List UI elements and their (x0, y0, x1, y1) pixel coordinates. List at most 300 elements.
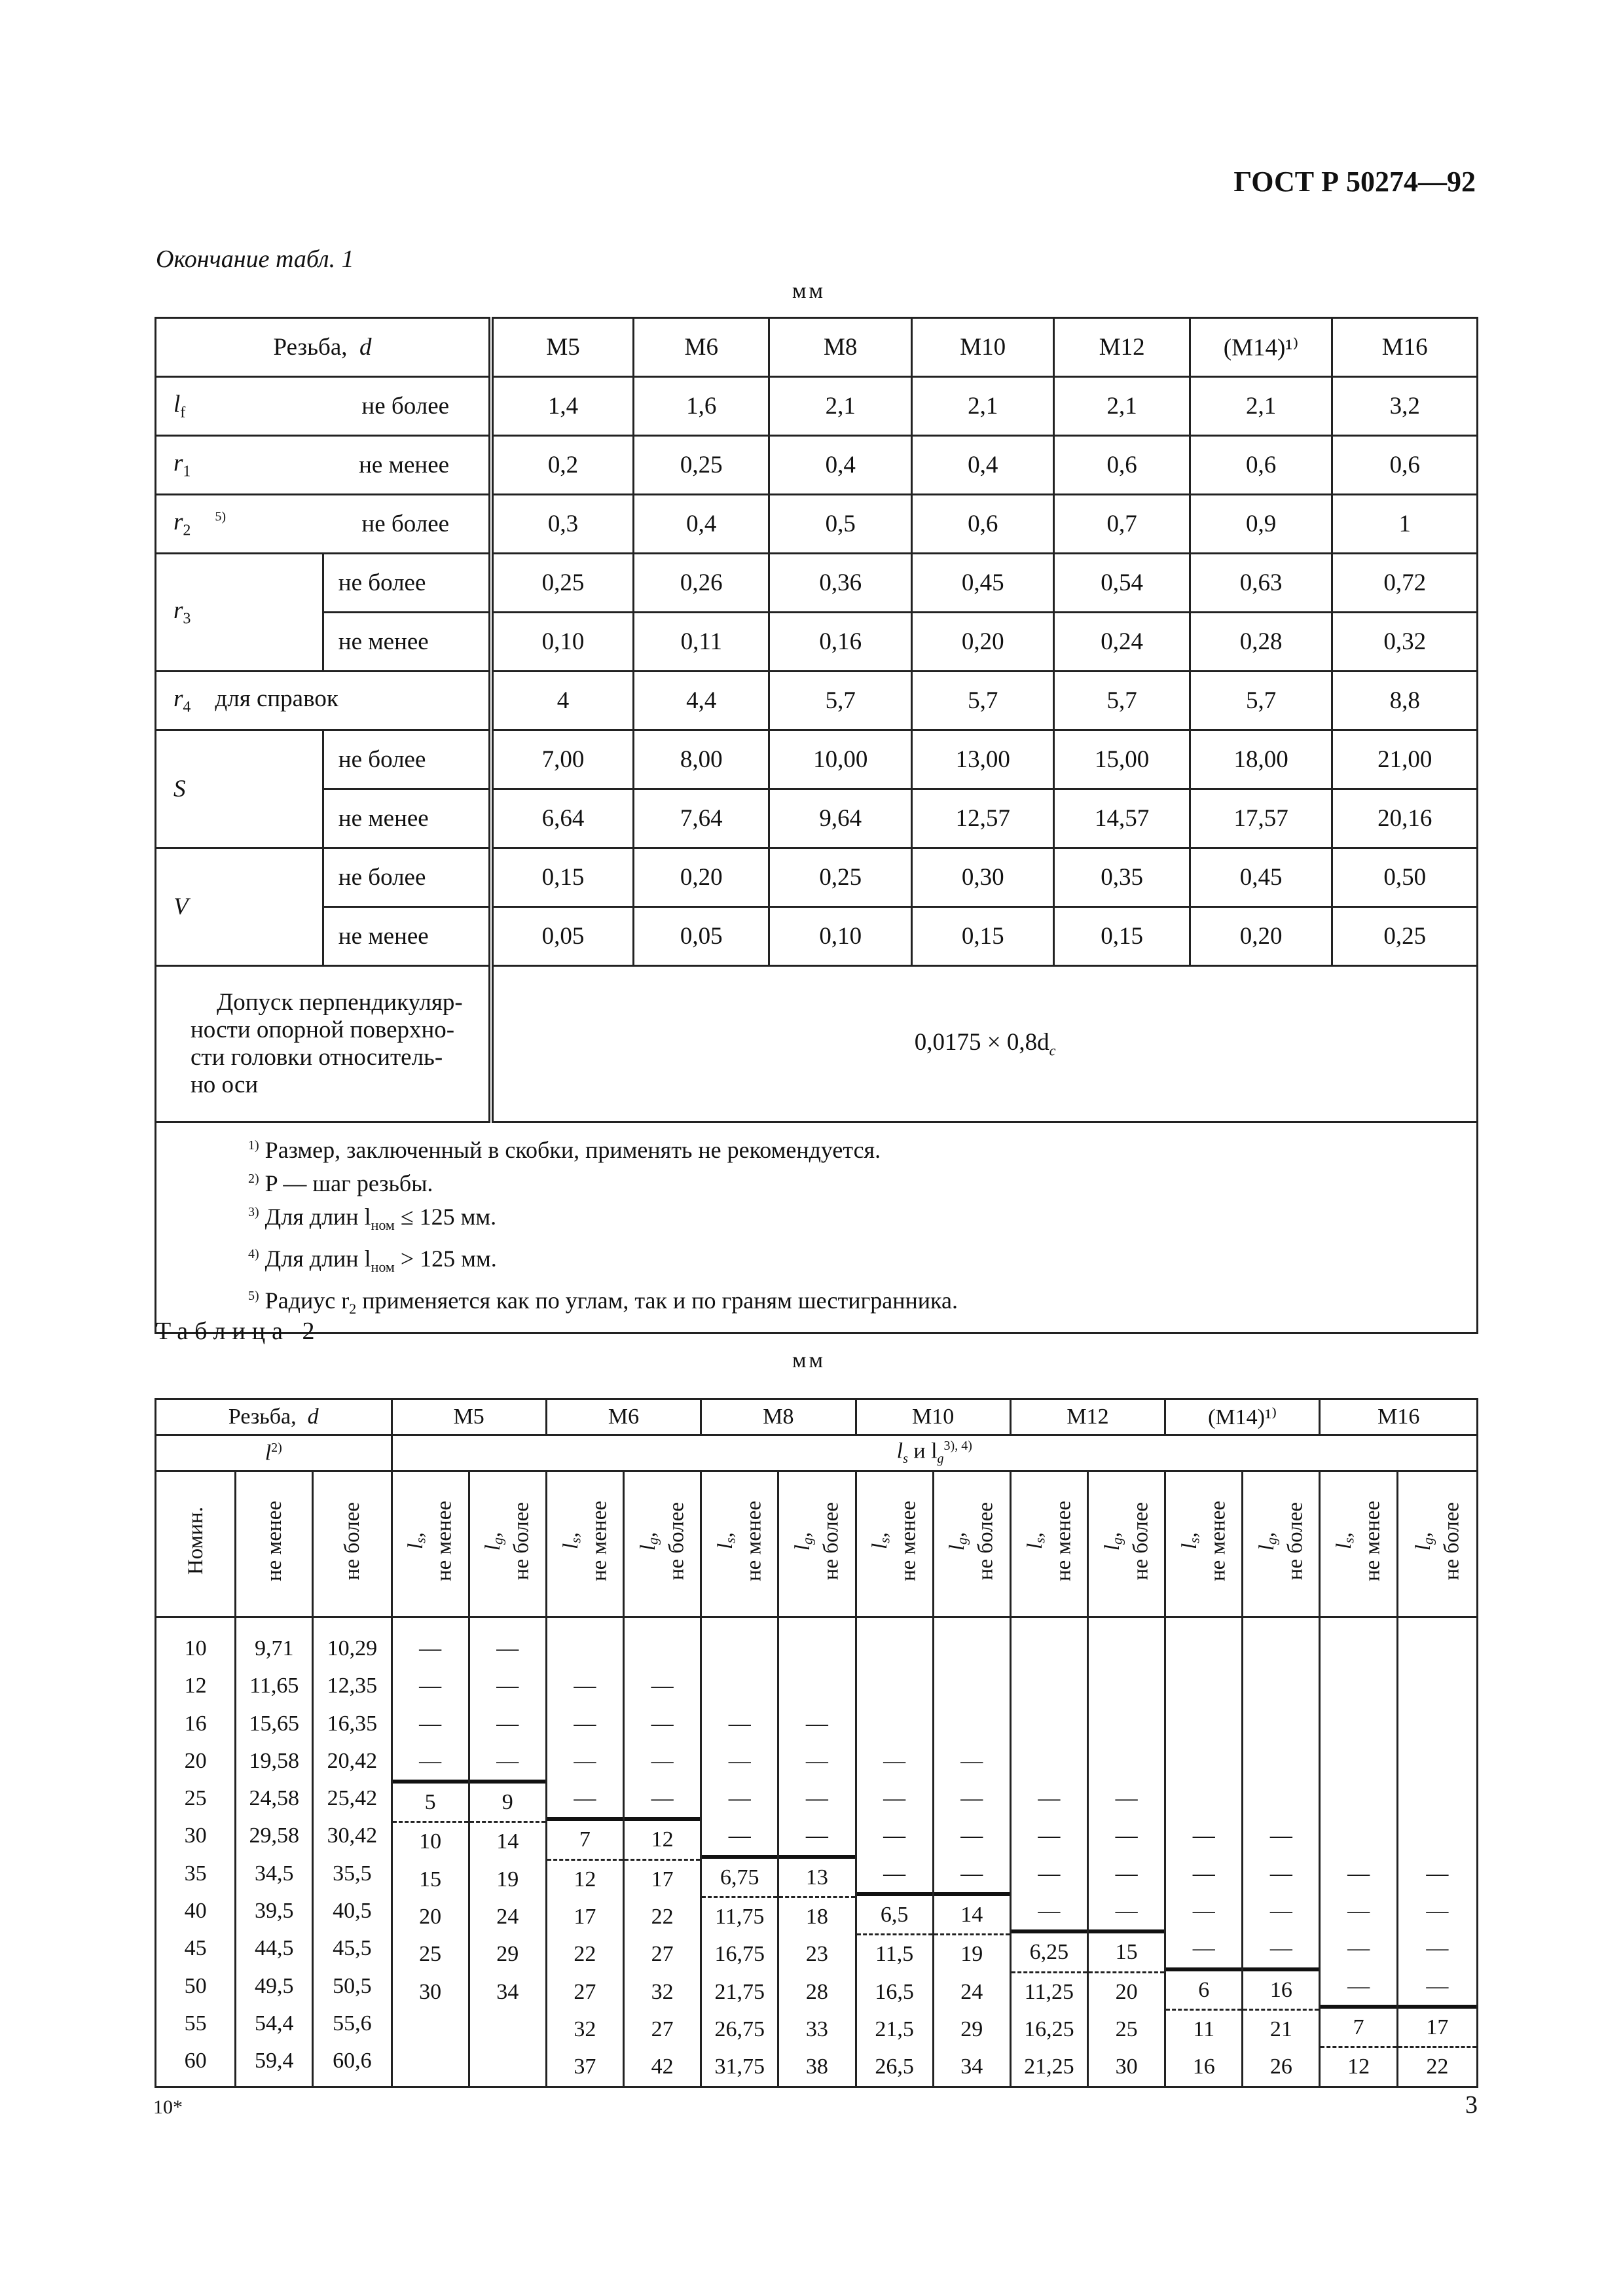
table1 (155, 317, 1478, 1334)
table2-cell (934, 1630, 1010, 1667)
ls-head: $l_s$, не менее (701, 1471, 778, 1617)
table1-value: 0,6 (1054, 436, 1190, 495)
table2-cell (1398, 1742, 1476, 1780)
table2-thread: M5 (392, 1399, 546, 1435)
table2-cell: 22 (574, 1942, 596, 1967)
table2-cell: — (883, 1748, 906, 1773)
table2-cell: — (728, 1823, 751, 1848)
table2-cell (1321, 1705, 1396, 1742)
S-min-value: 9,64 (769, 789, 912, 848)
table2-cell: 50 (184, 1973, 207, 1998)
table2-cell: 7 (547, 1817, 623, 1858)
table2-cell: — (960, 1823, 983, 1848)
page-footer-mark: 10* (153, 2096, 183, 2118)
table2-cell: 11 (1166, 2009, 1241, 2048)
table2-cell: 12 (1321, 2046, 1396, 2085)
V-max-value: 0,30 (911, 848, 1054, 907)
S-min-value: 6,64 (491, 789, 634, 848)
table2-cell: 16 (184, 1711, 207, 1736)
table2-cell (1166, 1667, 1241, 1704)
table2-unit: мм (792, 1348, 826, 1372)
document-number: ГОСТ Р 50274—92 (1233, 166, 1476, 198)
table2-cell: 26,5 (875, 2054, 914, 2079)
r4-value: 5,7 (1054, 672, 1190, 730)
table2-cell: 10 (393, 1821, 468, 1860)
table2-cell (857, 1705, 932, 1742)
table2-cell (1398, 1630, 1476, 1667)
table2-cell: 24 (960, 1979, 983, 2004)
footnote: $^{5)}$ Радиус $r_2$ применяется как по углам, так и по граням шестигранника. (248, 1287, 958, 1318)
table1-value: 0,6 (1332, 436, 1478, 495)
r3-min-value: 0,32 (1332, 613, 1478, 672)
table2-cell (1398, 1817, 1476, 1854)
table2-cell: 22 (651, 1905, 674, 1929)
V-min-value: 0,15 (911, 907, 1054, 966)
table1-caption: Окончание табл. 1 (156, 245, 354, 273)
table2-cell: 30,42 (327, 1823, 378, 1848)
table2-cell: 38 (805, 2054, 828, 2079)
table2-cell: 15 (419, 1867, 442, 1892)
table2-cell: — (960, 1861, 983, 1886)
S-min-value: 20,16 (1332, 789, 1478, 848)
r3-min-value: 0,28 (1190, 613, 1332, 672)
table1-value: 2,1 (1190, 377, 1332, 436)
table2-cell: 12,35 (327, 1674, 378, 1698)
table2-cell: 21,75 (714, 1979, 765, 2004)
table1-value: 0,4 (911, 436, 1054, 495)
table2-cell: — (574, 1711, 596, 1736)
table2-cell (1243, 1742, 1319, 1780)
S-min-value: 12,57 (911, 789, 1054, 848)
table2-thread: M6 (546, 1399, 701, 1435)
table2-cell: — (419, 1711, 442, 1736)
table2-cell: — (960, 1748, 983, 1773)
table2-cell: 39,5 (255, 1899, 294, 1924)
table2-cell: 55 (184, 2011, 207, 2036)
V-min-value: 0,15 (1054, 907, 1190, 966)
table2-cell (1166, 1742, 1241, 1780)
r3-max-value: 0,26 (634, 554, 769, 613)
V-min-value: 0,10 (769, 907, 912, 966)
table2-cell: 6,5 (857, 1892, 932, 1933)
lg-head: $l_g$, не более (624, 1471, 701, 1617)
table1-thread: M12 (1054, 318, 1190, 377)
table2-cell (1398, 1667, 1476, 1704)
table2-cell (1321, 1667, 1396, 1704)
table1-thread: M5 (491, 318, 634, 377)
table2-cell (1321, 1780, 1396, 1817)
table2-cell: — (1115, 1823, 1138, 1848)
table2-cell: 33 (805, 2017, 828, 2041)
r3-max-label: не более (323, 554, 491, 613)
table2-cell (1398, 1780, 1476, 1817)
lg-head: $l_g$, не более (1243, 1471, 1320, 1617)
table2-cell (934, 1705, 1010, 1742)
table2-cell: 11,25 (1012, 1971, 1087, 2011)
r3-min-value: 0,16 (769, 613, 912, 672)
table2-cell: — (1115, 1786, 1138, 1811)
table1-value: 1,4 (491, 377, 634, 436)
S-min-value: 7,64 (634, 789, 769, 848)
table2-cell: 21 (1243, 2009, 1319, 2048)
V-max-value: 0,50 (1332, 848, 1478, 907)
table2-cell: — (496, 1674, 519, 1698)
table2-cell (393, 2048, 468, 2085)
r3-max-value: 0,36 (769, 554, 912, 613)
table2-cell (1398, 1705, 1476, 1742)
table2-cell: 31,75 (714, 2054, 765, 2079)
table2-cell: — (1347, 1936, 1370, 1961)
table2-cell: 16,25 (1024, 2017, 1074, 2041)
table2-cell (1166, 1630, 1241, 1667)
table2-cell (1089, 1705, 1164, 1742)
r3-max-value: 0,72 (1332, 554, 1478, 613)
table2-cell (547, 1630, 623, 1667)
table2-cell: — (1426, 1899, 1449, 1924)
table1-thread: M6 (634, 318, 769, 377)
table2-cell: 32 (574, 2017, 596, 2041)
table2-cell (1012, 1742, 1087, 1780)
table2-cell: 16,75 (714, 1942, 765, 1967)
V-min-label: не менее (323, 907, 491, 966)
table2-cell (1089, 1742, 1164, 1780)
table2-thread: M12 (1010, 1399, 1165, 1435)
table2-cell (1166, 1780, 1241, 1817)
table1-unit: мм (792, 279, 826, 303)
table2-cell: — (1269, 1899, 1292, 1924)
table2-cell: 13 (779, 1855, 854, 1896)
table2-cell (1012, 1630, 1087, 1667)
footnote: $^{1)}$ Размер, заключенный в скобки, применять не рекомендуется. (248, 1137, 881, 1163)
table2-cell (1012, 1705, 1087, 1742)
table2-cell (779, 1630, 854, 1667)
r3-symbol: $r_3$ (156, 554, 323, 672)
table2-cell (1243, 1780, 1319, 1817)
S-max-value: 10,00 (769, 730, 912, 789)
table2-cell: 26,75 (714, 2017, 765, 2041)
ls-column (701, 1617, 778, 2087)
table2-cell: 6,25 (1012, 1929, 1087, 1971)
lg-column (1243, 1617, 1320, 2087)
r3-max-value: 0,45 (911, 554, 1054, 613)
table2-cell: 30 (1115, 2054, 1138, 2079)
table2-cell: 20,42 (327, 1748, 378, 1773)
r3-max-value: 0,25 (491, 554, 634, 613)
table1-value: 0,9 (1190, 495, 1332, 554)
table2-cell: 19 (496, 1867, 519, 1892)
tolerance-value: $0,0175 \times 0,8d_c$ (491, 966, 1477, 1122)
table1-thread: M10 (911, 318, 1054, 377)
table2-cell: — (651, 1748, 674, 1773)
table2-cell: — (728, 1786, 751, 1811)
table2-cell (1089, 1667, 1164, 1704)
max-length-head: не более (313, 1471, 392, 1617)
table2-cell: — (1269, 1936, 1292, 1961)
S-max-value: 8,00 (634, 730, 769, 789)
table2-cell: 29 (960, 2017, 983, 2041)
table1-value: 0,6 (911, 495, 1054, 554)
r4-value: 5,7 (1190, 672, 1332, 730)
table1-value: 0,25 (634, 436, 769, 495)
table2-cell: 12 (625, 1817, 700, 1858)
S-max-value: 13,00 (911, 730, 1054, 789)
tolerance-label: Допуск перпендикуляр- ности опорной поверхно- сти головки относитель- но оси (156, 966, 492, 1122)
table2-cell: — (805, 1748, 828, 1773)
V-max-value: 0,25 (769, 848, 912, 907)
table2-cell: 60,6 (333, 2049, 372, 2073)
V-max-label: не более (323, 848, 491, 907)
table2-cell: 15 (1089, 1929, 1164, 1971)
r4-value: 5,7 (769, 672, 912, 730)
ls-head: $l_s$, не менее (546, 1471, 623, 1617)
table2-cell: 50,5 (333, 1973, 372, 1998)
table2-thread: M10 (856, 1399, 1010, 1435)
table2-cell: 42 (651, 2054, 674, 2079)
V-min-value: 0,20 (1190, 907, 1332, 966)
table2-cell: — (1192, 1899, 1215, 1924)
V-max-value: 0,15 (491, 848, 634, 907)
table2-cell (702, 1630, 777, 1667)
table2-cell: — (1115, 1899, 1138, 1924)
S-min-value: 17,57 (1190, 789, 1332, 848)
table2-cell: — (805, 1786, 828, 1811)
table2-cell: 49,5 (255, 1973, 294, 1998)
table2-cell: 14 (934, 1892, 1010, 1933)
table2-cell: — (574, 1786, 596, 1811)
table2-cell: — (1426, 1973, 1449, 1998)
table2-cell: 40,5 (333, 1899, 372, 1924)
table2-cell: — (960, 1786, 983, 1811)
table2-cell (857, 1630, 932, 1667)
S-min-value: 14,57 (1054, 789, 1190, 848)
ls-column (546, 1617, 623, 2087)
table2-cell: 28 (805, 1979, 828, 2004)
table2-cell: 45,5 (333, 1936, 372, 1961)
S-max-value: 15,00 (1054, 730, 1190, 789)
lg-column (624, 1617, 701, 2087)
table2-cell: 59,4 (255, 2049, 294, 2073)
table2-cell: — (651, 1786, 674, 1811)
table2-cell: — (1038, 1899, 1061, 1924)
footnote: $^{4)}$ Для длин $l_{ном} > 125$ мм. (248, 1246, 497, 1276)
table2-cell: 17 (1398, 2005, 1476, 2046)
lg-column (933, 1617, 1010, 2087)
table1-value: 0,2 (491, 436, 634, 495)
table2-cell: 20 (419, 1905, 442, 1929)
lg-head: $l_g$, не более (778, 1471, 856, 1617)
lg-head: $l_g$, не более (933, 1471, 1010, 1617)
table2-cell: — (1038, 1861, 1061, 1886)
table2-cell (934, 1667, 1010, 1704)
table2-cell: 5 (393, 1780, 468, 1821)
V-max-value: 0,20 (634, 848, 769, 907)
r4-row-label: $r_4$ для справок (156, 672, 492, 730)
S-symbol: S (156, 730, 323, 848)
table2-cell: 26 (1269, 2054, 1292, 2079)
page-number: 3 (1465, 2091, 1478, 2119)
ls-head: $l_s$, не менее (856, 1471, 933, 1617)
table2-cell: 22 (1398, 2046, 1476, 2085)
ls-head: $l_s$, не менее (1010, 1471, 1087, 1617)
V-max-value: 0,45 (1190, 848, 1332, 907)
table2-cell (1243, 1630, 1319, 1667)
table2-cell: 11,75 (702, 1896, 777, 1935)
table2-cell: 17 (625, 1859, 700, 1898)
table2-cell: 29,58 (249, 1823, 299, 1848)
table2-cell (470, 2011, 545, 2048)
lg-column (778, 1617, 856, 2087)
r3-max-value: 0,63 (1190, 554, 1332, 613)
table2-cell: 25 (419, 1942, 442, 1967)
table2-cell: — (1192, 1823, 1215, 1848)
r4-value: 4,4 (634, 672, 769, 730)
table1-value: 3,2 (1332, 377, 1478, 436)
table2-cell: — (1115, 1861, 1138, 1886)
table2-cell: 10,29 (327, 1636, 378, 1660)
table2-cell: 55,6 (333, 2011, 372, 2036)
r4-value: 5,7 (911, 672, 1054, 730)
table1-thread: (M14)¹⁾ (1190, 318, 1332, 377)
table2-cell: 32 (651, 1979, 674, 2004)
V-max-value: 0,35 (1054, 848, 1190, 907)
table2-cell (1243, 1667, 1319, 1704)
table2-cell: 20 (1089, 1971, 1164, 2011)
table2-cell (625, 1630, 700, 1667)
table2-cell: 9 (470, 1780, 545, 1821)
ls-column (392, 1617, 469, 2087)
ls-column (856, 1617, 933, 2087)
table2-cell: 16,35 (327, 1711, 378, 1736)
table2-cell: 18 (779, 1896, 854, 1935)
table1-value: 0,4 (769, 436, 912, 495)
table2-cell: 44,5 (255, 1936, 294, 1961)
table2-cell: 6 (1166, 1967, 1241, 2009)
table2-cell: 16,5 (875, 1979, 914, 2004)
table2-cell (779, 1667, 854, 1704)
ls-column (1165, 1617, 1243, 2087)
table2-cell (1321, 1817, 1396, 1854)
table2-caption: Таблица 2 (156, 1318, 321, 1345)
table1-thread: M8 (769, 318, 912, 377)
lg-head: $l_g$, не более (469, 1471, 546, 1617)
table2-cell: — (1269, 1823, 1292, 1848)
table2-cell: 25 (184, 1786, 207, 1811)
table2-cell: — (728, 1748, 751, 1773)
ls-head: $l_s$, не менее (1320, 1471, 1397, 1617)
table2-cell: — (1192, 1861, 1215, 1886)
table1-value: 0,5 (769, 495, 912, 554)
table2-cell: — (1347, 1973, 1370, 1998)
table2-cell: — (805, 1711, 828, 1736)
table2-cell (1321, 1630, 1396, 1667)
lg-column (469, 1617, 546, 2087)
table2-header-thread: Резьба, d (156, 1399, 392, 1435)
table2-cell: — (805, 1823, 828, 1848)
max-length-column (313, 1617, 392, 2087)
table2-cell: 10 (184, 1636, 207, 1660)
table1-value: 0,3 (491, 495, 634, 554)
table2-cell: 34 (960, 2054, 983, 2079)
min-length-column (236, 1617, 313, 2087)
r3-max-value: 0,54 (1054, 554, 1190, 613)
table2-cell: — (1038, 1786, 1061, 1811)
table2-cell: — (1426, 1861, 1449, 1886)
table2-cell: 35 (184, 1861, 207, 1886)
V-symbol: V (156, 848, 323, 966)
S-min-label: не менее (323, 789, 491, 848)
table2-cell (702, 1667, 777, 1704)
V-min-value: 0,05 (634, 907, 769, 966)
table2-cell: — (1269, 1861, 1292, 1886)
table2-cell: — (728, 1711, 751, 1736)
S-max-label: не более (323, 730, 491, 789)
table2-cell: 16 (1243, 1967, 1319, 2009)
V-min-value: 0,25 (1332, 907, 1478, 966)
S-max-value: 18,00 (1190, 730, 1332, 789)
table2-cell: 27 (651, 1942, 674, 1967)
table2-cell: — (496, 1711, 519, 1736)
table2-cell (1166, 1705, 1241, 1742)
table2-cell: 21,5 (875, 2017, 914, 2041)
ls-column (1010, 1617, 1087, 2087)
table2-cell: 14 (470, 1821, 545, 1860)
r3-min-value: 0,11 (634, 613, 769, 672)
table2-cell: 34,5 (255, 1861, 294, 1886)
table2-cell: 24 (496, 1905, 519, 1929)
table2-cell (857, 1667, 932, 1704)
table2-cell (1243, 1705, 1319, 1742)
table2-length-header: $l^{2)}$ (156, 1435, 392, 1471)
table2-cell: 9,71 (255, 1636, 294, 1660)
table2-cell: 34 (496, 1979, 519, 2004)
table1-value: 0,4 (634, 495, 769, 554)
table2-cell: 54,4 (255, 2011, 294, 2036)
lg-column (1087, 1617, 1165, 2087)
lg-head: $l_g$, не более (1397, 1471, 1477, 1617)
table2-cell: 25 (1115, 2017, 1138, 2041)
footnote: $^{2)}$ P — шаг резьбы. (248, 1170, 433, 1196)
r4-value: 4 (491, 672, 634, 730)
table2-cell: 11,65 (249, 1674, 299, 1698)
table2-cell: — (1347, 1861, 1370, 1886)
footnote: $^{3)}$ Для длин $l_{ном} \le 125$ мм. (248, 1204, 497, 1234)
table2-cell: 35,5 (333, 1861, 372, 1886)
table2-cell: 19,58 (249, 1748, 299, 1773)
table2-cell: 27 (574, 1979, 596, 2004)
r3-min-value: 0,24 (1054, 613, 1190, 672)
table2-cell: 37 (574, 2054, 596, 2079)
table2-cell: 17 (574, 1905, 596, 1929)
table2-cell: 12 (184, 1674, 207, 1698)
table2-cell: 12 (547, 1859, 623, 1898)
table2-cell: 19 (934, 1933, 1010, 1973)
table2-thread: (M14)¹⁾ (1165, 1399, 1320, 1435)
table1-value: 1,6 (634, 377, 769, 436)
min-length-head: не менее (236, 1471, 313, 1617)
table2-cell: 7 (1321, 2005, 1396, 2046)
table2-cell: 16 (1192, 2054, 1215, 2079)
ls-head: $l_s$, не менее (1165, 1471, 1243, 1617)
table2-cell: — (1038, 1823, 1061, 1848)
table1-row-label: $r_2$ $^{5)}$ не более (156, 495, 492, 554)
table1-value: 2,1 (911, 377, 1054, 436)
lg-head: $l_g$, не более (1087, 1471, 1165, 1617)
table2-cell: 20 (184, 1748, 207, 1773)
table1-footnotes (156, 1122, 1478, 1333)
table2-cell: 11,5 (857, 1933, 932, 1973)
table2-cell: — (1426, 1936, 1449, 1961)
table2-thread: M8 (701, 1399, 856, 1435)
